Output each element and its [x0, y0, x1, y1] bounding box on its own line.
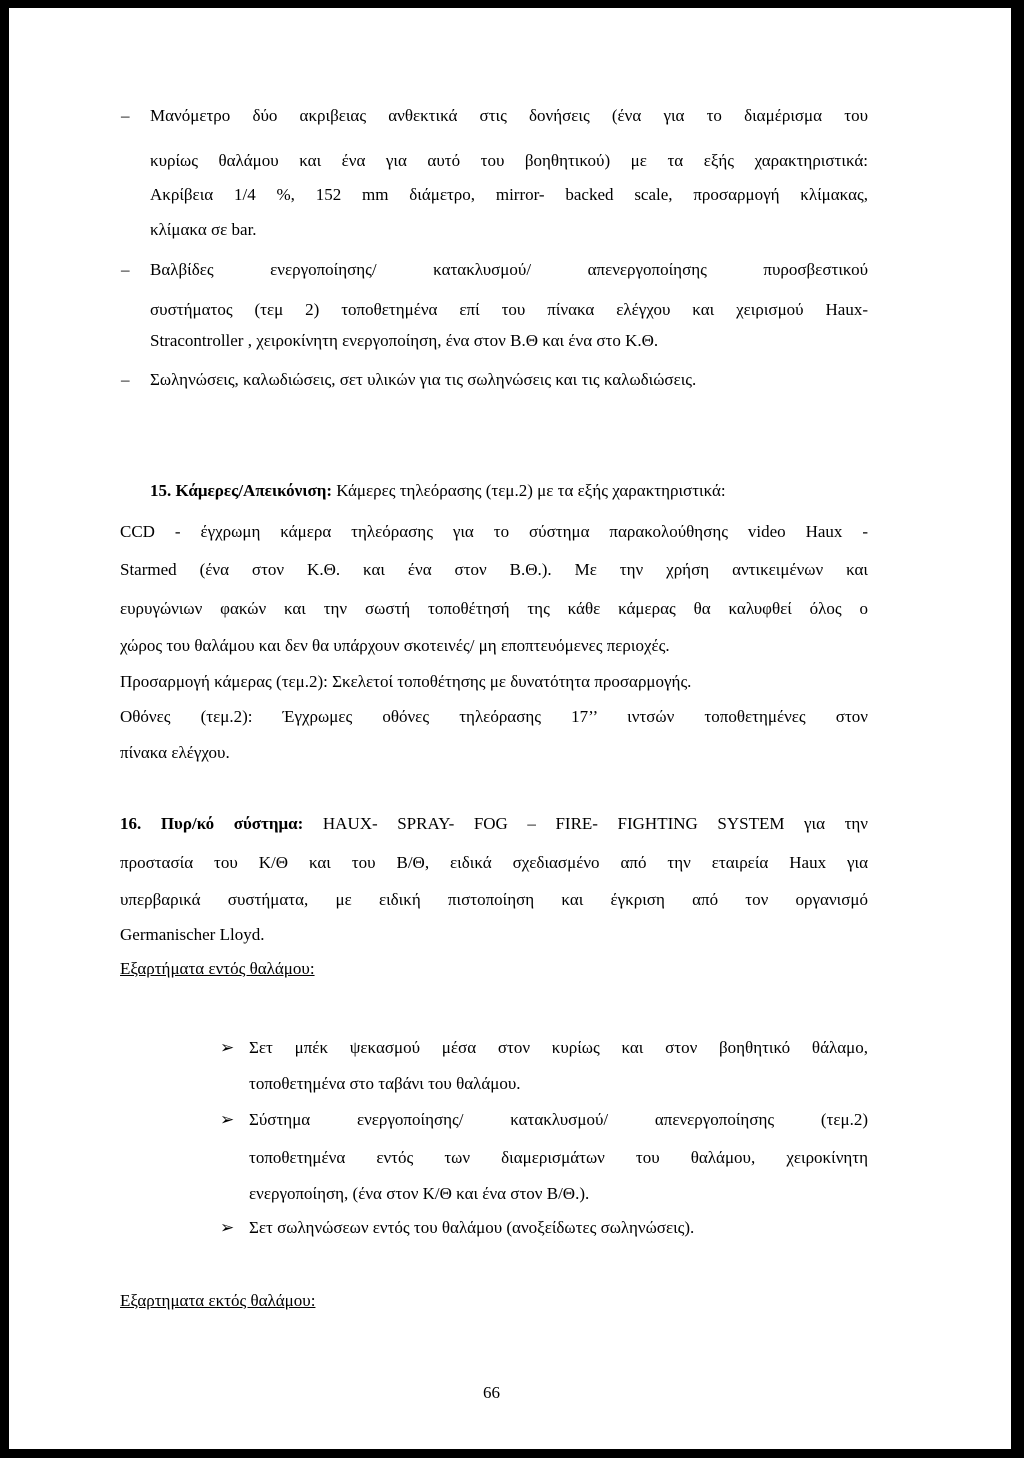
bullet3-line1: Σωληνώσεις, καλωδιώσεις, σετ υλικών για τις σωληνώσεις και τις καλωδιώσεις.	[150, 370, 697, 389]
arrow2-line2: τοποθετημένα εντός των διαμερισμάτων του θαλάμου, χειροκίνητη	[249, 1148, 868, 1167]
section15-text-4: ευρυγώνιων φακών και την σωστή τοποθέτησή της κάθε κάμερας θα καλυφθεί όλος ο	[120, 599, 868, 618]
section15-text-1: Κάμερες τηλεόρασης (τεμ.2) με τα εξής χαρακτηριστικά:	[336, 481, 726, 500]
section16-text-1: HAUX- SPRAY- FOG – FIRE- FIGHTING SYSTEM για την	[322, 814, 868, 833]
section15-heading: Κάμερες/Απεικόνιση:	[175, 481, 333, 500]
section15-text-6: Προσαρμογή κάμερας (τεμ.2): Σκελετοί τοποθέτησης με δυνατότητα προσαρμογής.	[120, 672, 692, 691]
bullet2-line3: Stracontroller , χειροκίνητη ενεργοποίηση, ένα στον Β.Θ και ένα στο Κ.Θ.	[150, 331, 659, 350]
subheading-inside-chamber: Εξαρτήματα εντός θαλάμου:	[120, 959, 315, 978]
bullet1-line2: κυρίως θαλάμου και ένα για αυτό του βοηθητικού) με τα εξής χαρακτηριστικά:	[150, 151, 868, 170]
section16-number: 16.	[120, 814, 142, 833]
section16-text-3: υπερβαρικά συστήματα, με ειδική πιστοποίηση και έγκριση από τον οργανισμό	[120, 890, 868, 909]
arrow-bullet-icon: ➢	[220, 1038, 235, 1057]
bullet-dash: –	[121, 260, 130, 279]
section15-text-3: Starmed (ένα στον Κ.Θ. και ένα στον Β.Θ.). Με την χρήση αντικειμένων και	[120, 560, 868, 579]
section16-heading: Πυρ/κό σύστημα:	[160, 814, 304, 833]
section15-text-7: Οθόνες (τεμ.2): Έγχρωμες οθόνες τηλεόρασης 17’’ ιντσών τοποθετημένες στον	[120, 707, 868, 726]
bullet-dash: –	[121, 106, 130, 125]
arrow2-line3: ενεργοποίηση, (ένα στον Κ/Θ και ένα στον Β/Θ.).	[249, 1184, 590, 1203]
section15-first-line	[150, 481, 726, 501]
bullet2-line2: συστήματος (τεμ 2) τοποθετημένα επί του πίνακα ελέγχου και χειρισμού Haux-	[150, 300, 868, 319]
subheading-outside-chamber: Εξαρτηματα εκτός θαλάμου:	[120, 1291, 316, 1310]
section16-text-2: προστασία του Κ/Θ και του Β/Θ, ειδικά σχεδιασμένο από την εταιρεία Haux για	[120, 853, 868, 872]
section15-text-5: χώρος του θαλάμου και δεν θα υπάρχουν σκοτεινές/ μη εποπτευόμενες περιοχές.	[120, 636, 670, 655]
arrow1-line2: τοποθετημένα στο ταβάνι του θαλάμου.	[249, 1074, 521, 1093]
bullet1-line1: Μανόμετρο δύο ακριβειας ανθεκτικά στις δονήσεις (ένα για το διαμέρισμα του	[150, 106, 868, 125]
bullet2-line1: Βαλβίδες ενεργοποίησης/ κατακλυσμού/ απενεργοποίησης πυροσβεστικού	[150, 260, 868, 279]
section16-text-4: Germanischer Lloyd.	[120, 925, 265, 944]
arrow-bullet-icon: ➢	[220, 1218, 235, 1237]
bullet-dash: –	[121, 370, 130, 389]
section15-number: 15.	[150, 481, 172, 500]
bullet1-line3: Ακρίβεια 1/4 %, 152 mm διάμετρο, mirror- backed scale, προσαρμογή κλίμακας,	[150, 185, 868, 204]
arrow2-line1: Σύστημα ενεργοποίησης/ κατακλυσμού/ απενεργοποίησης (τεμ.2)	[249, 1110, 868, 1129]
section15-text-2: CCD - έγχρωμη κάμερα τηλεόρασης για το σύστημα παρακολούθησης video Haux -	[120, 522, 868, 541]
section15-text-8: πίνακα ελέγχου.	[120, 743, 230, 762]
arrow-bullet-icon: ➢	[220, 1110, 235, 1129]
arrow1-line1: Σετ μπέκ ψεκασμού μέσα στον κυρίως και στον βοηθητικό θάλαμο,	[249, 1038, 868, 1057]
page-number: 66	[483, 1383, 500, 1402]
bullet1-line4: κλίμακα σε bar.	[150, 220, 257, 239]
section16-first-line	[120, 814, 868, 834]
arrow3-line1: Σετ σωληνώσεων εντός του θαλάμου (ανοξείδωτες σωληνώσεις).	[249, 1218, 695, 1237]
document-page	[9, 8, 1011, 1449]
